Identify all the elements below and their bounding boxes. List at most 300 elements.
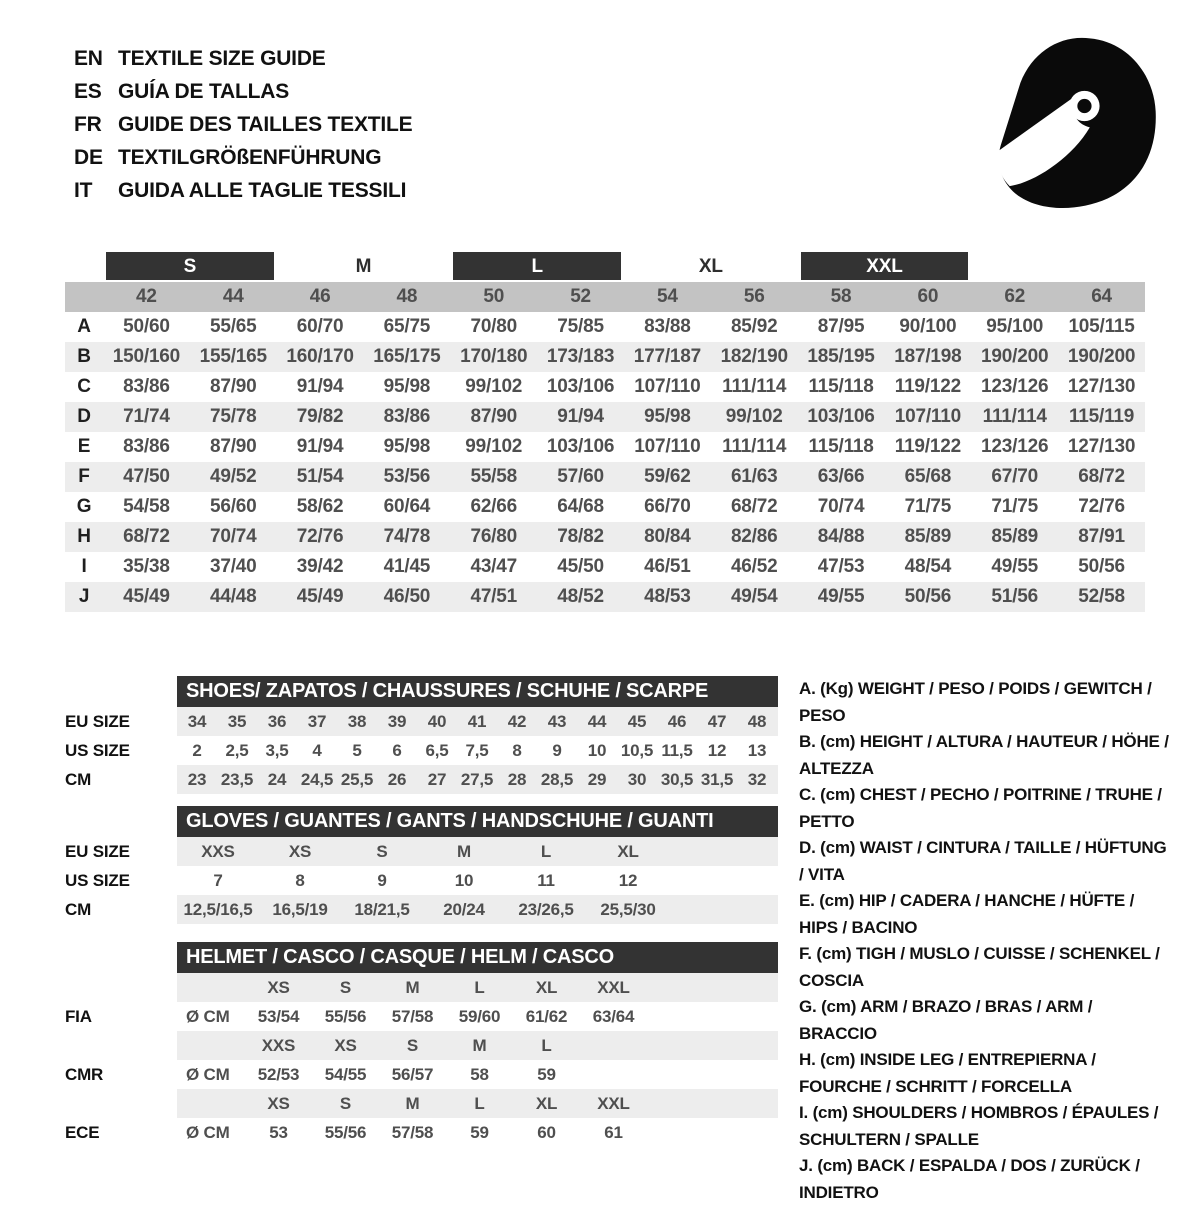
size-value-cell: 63/66 — [817, 466, 865, 487]
size-value-cell: 48/53 — [644, 586, 691, 607]
size-group-row — [65, 252, 1145, 282]
shoes-cm-row — [65, 765, 778, 794]
table-cell: 30 — [627, 770, 647, 789]
size-value-cell: 61/63 — [730, 466, 778, 487]
table-cell: 28,5 — [540, 770, 574, 789]
size-table-row — [65, 582, 1145, 612]
column-header-cell: 56 — [711, 282, 798, 312]
size-value-cell: 49/55 — [991, 556, 1038, 577]
table-cell: 35 — [227, 712, 247, 731]
table-cell: 10 — [454, 871, 474, 890]
size-value-cell: 64/68 — [557, 496, 604, 517]
column-header-cell: 42 — [103, 282, 190, 312]
size-table-row — [65, 312, 1145, 342]
legend-key: D. — [799, 838, 816, 857]
size-value-cell: 150/160 — [112, 346, 181, 367]
table-cell: S — [376, 842, 388, 861]
size-value-cell: 50/56 — [904, 586, 952, 607]
table-cell: 24,5 — [300, 770, 334, 789]
gloves-cm-row — [65, 895, 778, 924]
legend-text: INSIDE LEG / ENTREPIERNA / FOURCHE / SCHRITT / FORCELLA — [799, 1050, 1096, 1096]
size-value-cell: 87/90 — [209, 436, 257, 457]
row-label-us-size: US SIZE — [65, 741, 130, 760]
size-value-cell: 123/126 — [981, 436, 1049, 457]
corner-spacer — [65, 252, 103, 282]
table-cell: 60 — [537, 1123, 556, 1142]
size-value-cell: 190/200 — [981, 346, 1049, 367]
table-cell: 20/24 — [443, 900, 485, 919]
legend-unit: (cm) — [820, 1050, 856, 1069]
diameter-label: Ø CM — [186, 1123, 230, 1142]
language-code: FR — [74, 113, 102, 136]
size-value-cell: 37/40 — [209, 556, 257, 577]
legend-item — [799, 941, 1173, 994]
table-cell: 10,5 — [620, 741, 654, 760]
table-cell: 29 — [587, 770, 607, 789]
fia-sizes-row — [65, 973, 778, 1002]
table-cell: 52/53 — [257, 1065, 300, 1084]
size-value-cell: 68/72 — [123, 526, 170, 547]
size-value-cell: 111/114 — [722, 376, 787, 397]
size-value-cell: 47/51 — [470, 586, 517, 607]
cmr-sizes-row — [65, 1031, 778, 1060]
size-value-cell: 70/80 — [470, 316, 517, 337]
size-value-cell: 41/45 — [383, 556, 431, 577]
size-value-cell: 103/106 — [807, 406, 875, 427]
table-cell: 61 — [604, 1123, 623, 1142]
table-cell: 9 — [552, 741, 562, 760]
column-header-cell: 62 — [971, 282, 1058, 312]
table-cell: 45 — [627, 712, 647, 731]
table-cell: 25,5/30 — [600, 900, 656, 919]
size-value-cell: 45/49 — [296, 586, 344, 607]
table-cell: 6,5 — [425, 741, 449, 760]
column-header-cell: 50 — [450, 282, 537, 312]
size-value-cell: 44/48 — [209, 586, 257, 607]
gloves-table-title: GLOVES / GUANTES / GANTS / HANDSCHUHE / GUANTI — [177, 806, 778, 837]
size-table-row — [65, 402, 1145, 432]
size-value-cell: 53/56 — [383, 466, 431, 487]
table-cell: 12 — [618, 871, 638, 890]
table-cell: M — [472, 1036, 487, 1055]
legend-item — [799, 782, 1173, 835]
size-value-cell: 99/102 — [725, 406, 783, 427]
column-header-cell: 44 — [190, 282, 277, 312]
column-header-cell: 60 — [884, 282, 971, 312]
legend-item — [799, 888, 1173, 941]
size-value-cell: 47/50 — [123, 466, 170, 487]
legend-text: BACK / ESPALDA / DOS / ZURÜCK / INDIETRO — [799, 1156, 1140, 1202]
size-value-cell: 68/72 — [730, 496, 778, 517]
table-cell: 16,5/19 — [272, 900, 328, 919]
column-header-cell: 58 — [798, 282, 885, 312]
size-value-cell: 115/119 — [1068, 406, 1135, 427]
row-label-cm: CM — [65, 770, 92, 789]
table-cell: XL — [617, 842, 639, 861]
size-value-cell: 182/190 — [720, 346, 788, 367]
size-value-cell: 71/75 — [991, 496, 1038, 517]
size-value-cell: 65/75 — [383, 316, 431, 337]
gloves-eu-row — [65, 837, 778, 866]
legend-item — [799, 835, 1173, 888]
size-value-cell: 83/86 — [123, 436, 170, 457]
size-value-cell: 58/62 — [296, 496, 344, 517]
helmet-table-title: HELMET / CASCO / CASQUE / HELM / CASCO — [177, 942, 778, 973]
table-cell: 57/58 — [391, 1123, 434, 1142]
shoes-table — [65, 676, 778, 794]
table-cell: 7,5 — [465, 741, 489, 760]
size-value-cell: 71/74 — [123, 406, 170, 427]
table-cell: 38 — [347, 712, 367, 731]
size-value-cell: 80/84 — [644, 526, 691, 547]
legend-text: HIP / CADERA / HANCHE / HÜFTE / HIPS / BACINO — [799, 891, 1135, 937]
corner-cell — [65, 282, 103, 312]
table-cell: 40 — [427, 712, 447, 731]
size-value-cell: 43/47 — [470, 556, 517, 577]
size-value-cell: 87/95 — [817, 316, 865, 337]
standard-label-ece: ECE — [65, 1123, 100, 1142]
legend-text: WAIST / CINTURA / TAILLE / HÜFTUNG / VITA — [799, 838, 1167, 884]
table-cell: 11,5 — [661, 741, 693, 760]
size-value-cell: 66/70 — [644, 496, 691, 517]
row-letter: H — [77, 526, 91, 547]
table-cell: XS — [288, 842, 312, 861]
table-cell: 27,5 — [460, 770, 494, 789]
table-cell: XXL — [597, 1094, 630, 1113]
size-value-cell: 59/62 — [644, 466, 691, 487]
size-value-cell: 75/85 — [557, 316, 604, 337]
legend-item — [799, 1100, 1173, 1153]
table-cell: 36 — [267, 712, 287, 731]
size-table-row — [65, 492, 1145, 522]
table-cell: XS — [267, 1094, 290, 1113]
table-cell: 10 — [587, 741, 607, 760]
size-value-cell: 173/183 — [546, 346, 615, 367]
language-title: GUÍA DE TALLAS — [118, 80, 290, 103]
table-cell: 12,5/16,5 — [183, 900, 253, 919]
row-letter: D — [77, 406, 91, 427]
language-title-block — [74, 42, 412, 207]
language-title: TEXTILE SIZE GUIDE — [118, 47, 326, 70]
fia-values-row — [65, 1002, 778, 1031]
legend-text: HEIGHT / ALTURA / HAUTEUR / HÖHE / ALTEZZA — [799, 732, 1169, 778]
row-label-eu-size: EU SIZE — [65, 712, 130, 731]
legend-text: SHOULDERS / HOMBROS / ÉPAULES / SCHULTERN / SPALLE — [799, 1103, 1159, 1149]
table-cell: 2 — [192, 741, 202, 760]
size-value-cell: 127/130 — [1067, 436, 1136, 457]
diameter-label: Ø CM — [186, 1007, 230, 1026]
numeric-size-header-row — [65, 282, 1145, 312]
size-value-cell: 65/68 — [904, 466, 952, 487]
size-table-row — [65, 552, 1145, 582]
size-value-cell: 49/55 — [817, 586, 865, 607]
table-cell: S — [339, 1094, 352, 1113]
size-value-cell: 103/106 — [546, 376, 615, 397]
size-value-cell: 127/130 — [1067, 376, 1136, 397]
table-cell: 11 — [537, 871, 555, 890]
table-cell: 61/62 — [525, 1007, 568, 1026]
language-code: DE — [74, 146, 103, 169]
table-cell: 42 — [507, 712, 527, 731]
diameter-label: Ø CM — [186, 1065, 230, 1084]
size-table-row — [65, 432, 1145, 462]
table-cell: 25,5 — [340, 770, 374, 789]
size-value-cell: 99/102 — [465, 376, 523, 397]
table-cell: S — [339, 978, 352, 997]
legend-unit: (cm) — [820, 732, 856, 751]
size-value-cell: 115/118 — [808, 376, 874, 397]
table-cell: 23/26,5 — [518, 900, 574, 919]
legend-unit: (Kg) — [820, 679, 854, 698]
size-value-cell: 91/94 — [296, 436, 344, 457]
size-value-cell: 83/86 — [123, 376, 170, 397]
legend-text: ARM / BRAZO / BRAS / ARM / BRACCIO — [799, 997, 1093, 1043]
row-letter: J — [78, 586, 90, 607]
size-value-cell: 78/82 — [557, 526, 604, 547]
legend-unit: (cm) — [817, 1156, 853, 1175]
table-cell: 31,5 — [700, 770, 734, 789]
table-cell: 55/56 — [324, 1007, 367, 1026]
table-cell: 54/55 — [324, 1065, 367, 1084]
row-letter: G — [76, 496, 92, 517]
table-cell: L — [540, 842, 552, 861]
table-cell: 32 — [747, 770, 767, 789]
size-value-cell: 70/74 — [209, 526, 257, 547]
size-value-cell: 52/58 — [1078, 586, 1125, 607]
table-cell: M — [405, 1094, 420, 1113]
column-header-cell: 52 — [537, 282, 624, 312]
size-value-cell: 119/122 — [894, 436, 961, 457]
size-value-cell: 60/64 — [383, 496, 431, 517]
size-value-cell: 111/114 — [722, 436, 787, 457]
size-value-cell: 87/90 — [470, 406, 517, 427]
table-cell: 48 — [747, 712, 767, 731]
table-cell: 4 — [312, 741, 322, 760]
legend-key: G. — [799, 997, 817, 1016]
row-letter: F — [78, 466, 90, 487]
racing-helmet-icon — [978, 33, 1166, 211]
legend-key: H. — [799, 1050, 816, 1069]
textile-size-table — [65, 252, 1145, 612]
table-cell: 23 — [187, 770, 207, 789]
size-value-cell: 62/66 — [470, 496, 517, 517]
table-cell: L — [474, 1094, 485, 1113]
size-value-cell: 49/54 — [730, 586, 778, 607]
size-value-cell: 70/74 — [817, 496, 865, 517]
size-value-cell: 79/82 — [296, 406, 344, 427]
size-value-cell: 76/80 — [470, 526, 517, 547]
size-value-cell: 95/100 — [986, 316, 1044, 337]
size-value-cell: 83/86 — [383, 406, 431, 427]
size-value-cell: 85/92 — [730, 316, 778, 337]
table-cell: 59/60 — [458, 1007, 501, 1026]
table-cell: 53/54 — [257, 1007, 300, 1026]
column-header-cell: 46 — [277, 282, 364, 312]
table-cell: 39 — [387, 712, 407, 731]
legend-key: B. — [799, 732, 816, 751]
ece-values-row — [65, 1118, 778, 1147]
size-value-cell: 187/198 — [894, 346, 962, 367]
column-header-cell: 54 — [624, 282, 711, 312]
legend-item — [799, 676, 1173, 729]
size-value-cell: 84/88 — [817, 526, 865, 547]
table-cell: 23,5 — [220, 770, 254, 789]
language-row — [74, 108, 412, 141]
legend-key: A. — [799, 679, 816, 698]
size-value-cell: 123/126 — [981, 376, 1049, 397]
size-group-m: M — [355, 256, 372, 277]
table-cell: 27 — [427, 770, 447, 789]
size-value-cell: 74/78 — [383, 526, 431, 547]
column-header-cell: 64 — [1058, 282, 1145, 312]
table-cell: 30,5 — [660, 770, 694, 789]
size-value-cell: 54/58 — [123, 496, 170, 517]
gloves-table — [65, 806, 778, 924]
legend-item — [799, 994, 1173, 1047]
row-label-us-size: US SIZE — [65, 871, 130, 890]
legend-key: E. — [799, 891, 815, 910]
size-value-cell: 95/98 — [383, 376, 431, 397]
size-value-cell: 46/51 — [644, 556, 691, 577]
size-value-cell: 107/110 — [634, 376, 701, 397]
size-value-cell: 55/58 — [470, 466, 517, 487]
size-value-cell: 95/98 — [644, 406, 691, 427]
language-row — [74, 75, 412, 108]
legend-unit: (cm) — [820, 838, 856, 857]
size-value-cell: 119/122 — [894, 376, 961, 397]
language-code: IT — [74, 179, 93, 202]
table-cell: 24 — [267, 770, 287, 789]
table-cell: 13 — [747, 741, 767, 760]
table-cell: 44 — [587, 712, 607, 731]
table-cell: 18/21,5 — [354, 900, 410, 919]
size-group-xxl: XXL — [801, 252, 969, 280]
size-value-cell: 56/60 — [209, 496, 257, 517]
table-cell: 55/56 — [324, 1123, 367, 1142]
row-letter: A — [77, 316, 91, 337]
size-value-cell: 107/110 — [894, 406, 961, 427]
size-value-cell: 190/200 — [1067, 346, 1136, 367]
size-value-cell: 107/110 — [634, 436, 701, 457]
size-value-cell: 46/50 — [383, 586, 431, 607]
language-code: EN — [74, 47, 103, 70]
table-cell: 41 — [467, 712, 487, 731]
table-cell: 12 — [707, 741, 727, 760]
table-cell: 37 — [307, 712, 327, 731]
size-value-cell: 49/52 — [209, 466, 257, 487]
size-table-row — [65, 372, 1145, 402]
table-cell: 53 — [269, 1123, 288, 1142]
language-title: GUIDE DES TAILLES TEXTILE — [118, 113, 413, 136]
legend-text: WEIGHT / PESO / POIDS / GEWITCH / PESO — [799, 679, 1152, 725]
shoes-table-title: SHOES/ ZAPATOS / CHAUSSURES / SCHUHE / SCARPE — [177, 676, 778, 707]
table-cell: L — [474, 978, 485, 997]
table-cell: 8 — [512, 741, 522, 760]
helmet-table — [65, 942, 778, 1147]
table-cell: XXS — [261, 1036, 296, 1055]
cmr-values-row — [65, 1060, 778, 1089]
row-label-cm: CM — [65, 900, 92, 919]
language-row — [74, 141, 412, 174]
legend-unit: (cm) — [816, 944, 852, 963]
size-value-cell: 115/118 — [808, 436, 874, 457]
size-table-body — [65, 312, 1145, 612]
column-header-cell: 48 — [363, 282, 450, 312]
corner-spacer — [971, 252, 1058, 282]
legend-text: TIGH / MUSLO / CUISSE / SCHENKEL / COSCIA — [799, 944, 1160, 990]
language-code: ES — [74, 80, 102, 103]
size-value-cell: 60/70 — [296, 316, 344, 337]
table-cell: 59 — [537, 1065, 556, 1084]
legend-item — [799, 729, 1173, 782]
table-cell: 57/58 — [391, 1007, 434, 1026]
size-value-cell: 48/54 — [904, 556, 952, 577]
size-value-cell: 67/70 — [991, 466, 1038, 487]
row-label-eu-size: EU SIZE — [65, 842, 130, 861]
size-value-cell: 83/88 — [644, 316, 691, 337]
row-letter: C — [77, 376, 91, 397]
table-cell: 46 — [667, 712, 687, 731]
table-cell: 26 — [387, 770, 407, 789]
size-value-cell: 72/76 — [296, 526, 344, 547]
table-cell: 3,5 — [265, 741, 289, 760]
legend-key: C. — [799, 785, 816, 804]
size-value-cell: 99/102 — [465, 436, 523, 457]
table-cell: 5 — [352, 741, 362, 760]
legend-unit: (cm) — [820, 785, 856, 804]
size-value-cell: 160/170 — [286, 346, 354, 367]
row-letter: E — [77, 436, 91, 457]
table-cell: XXL — [597, 978, 630, 997]
table-cell: 56/57 — [391, 1065, 434, 1084]
table-cell: 59 — [470, 1123, 489, 1142]
size-value-cell: 45/50 — [557, 556, 604, 577]
size-value-cell: 71/75 — [904, 496, 952, 517]
size-value-cell: 177/187 — [633, 346, 702, 367]
size-value-cell: 51/56 — [991, 586, 1038, 607]
size-value-cell: 87/91 — [1078, 526, 1125, 547]
size-group-l: L — [453, 252, 621, 280]
table-cell: 58 — [470, 1065, 489, 1084]
size-value-cell: 45/49 — [123, 586, 170, 607]
size-value-cell: 103/106 — [546, 436, 615, 457]
table-cell: 63/64 — [592, 1007, 635, 1026]
table-cell: 47 — [707, 712, 727, 731]
table-cell: 34 — [187, 712, 207, 731]
size-value-cell: 50/60 — [123, 316, 170, 337]
ece-sizes-row — [65, 1089, 778, 1118]
size-value-cell: 51/54 — [296, 466, 344, 487]
legend-unit: (cm) — [819, 891, 855, 910]
size-value-cell: 185/195 — [807, 346, 875, 367]
legend-key: I. — [799, 1103, 809, 1122]
language-title: GUIDA ALLE TAGLIE TESSILI — [118, 179, 407, 202]
size-value-cell: 68/72 — [1078, 466, 1125, 487]
table-cell: XS — [267, 978, 290, 997]
row-letter: B — [77, 346, 91, 367]
measurement-legend — [799, 676, 1173, 1206]
size-table-row — [65, 342, 1145, 372]
shoes-us-row — [65, 736, 778, 765]
legend-key: J. — [799, 1156, 813, 1175]
size-value-cell: 90/100 — [899, 316, 957, 337]
size-value-cell: 50/56 — [1078, 556, 1125, 577]
table-cell: 9 — [377, 871, 387, 890]
size-value-cell: 95/98 — [383, 436, 431, 457]
size-value-cell: 75/78 — [209, 406, 257, 427]
size-value-cell: 87/90 — [209, 376, 257, 397]
table-cell: XXS — [201, 842, 235, 861]
